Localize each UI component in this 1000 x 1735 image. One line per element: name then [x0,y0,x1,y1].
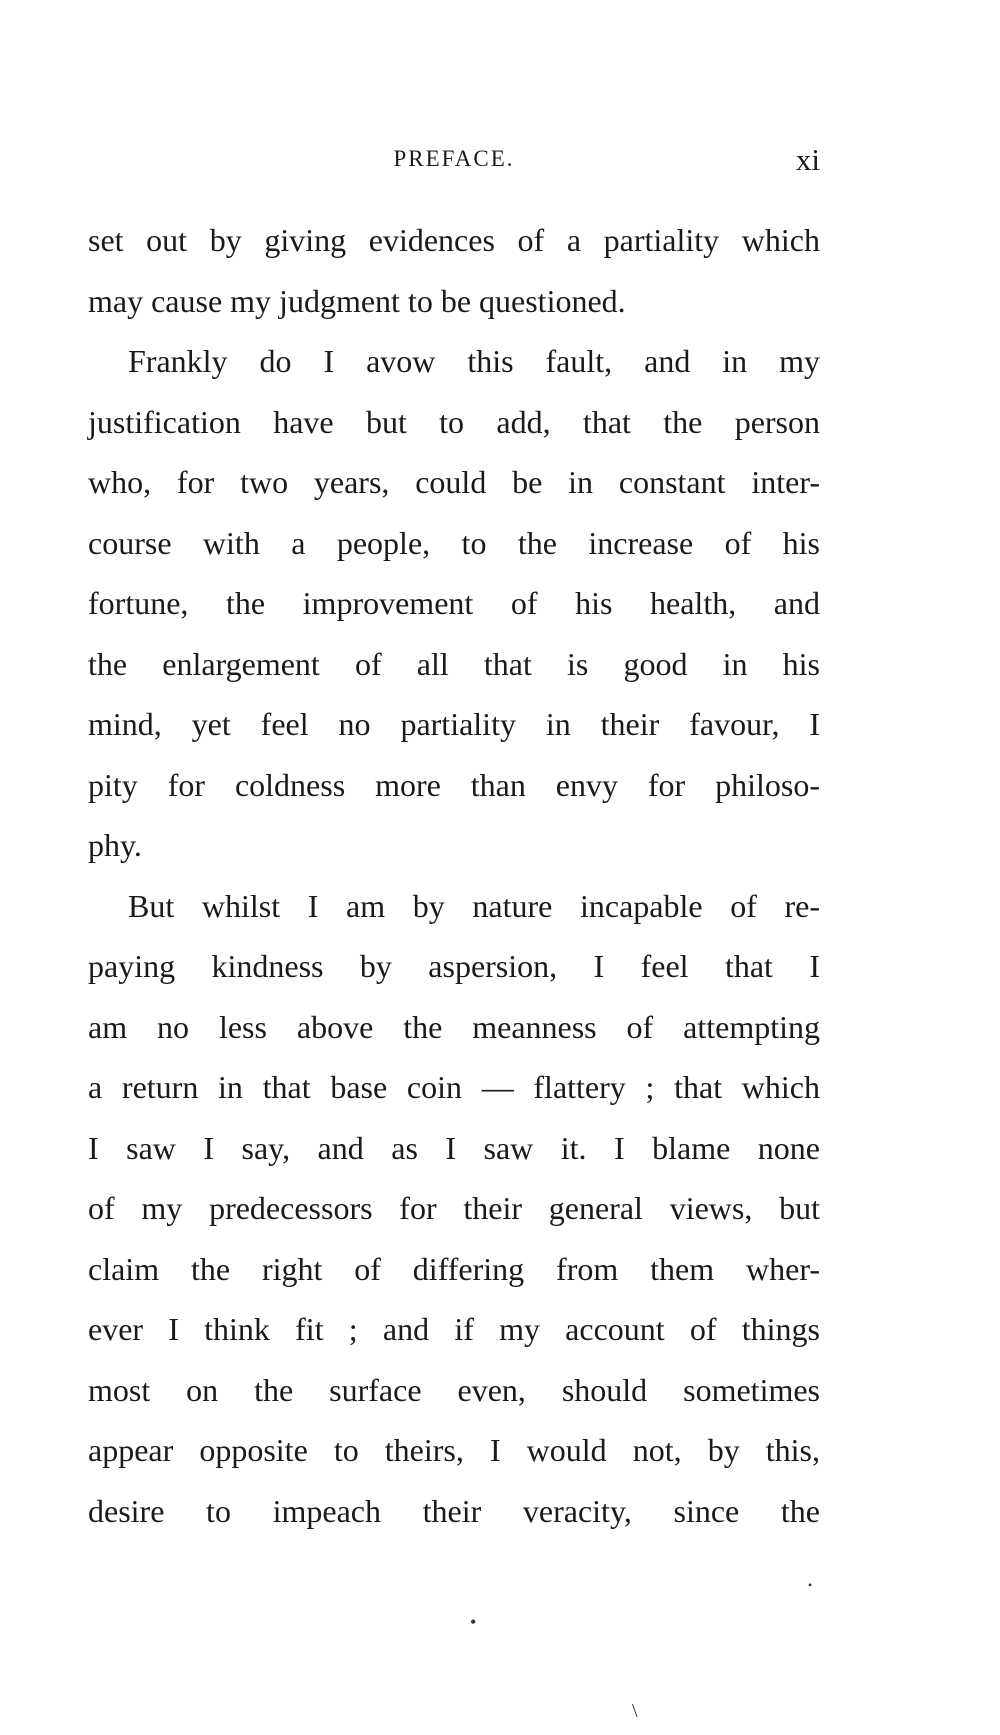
scan-speck: • [808,1578,813,1592]
text-line: course with a people, to the increase of his [88,524,820,561]
running-head [88,142,820,186]
text-line: I saw I say, and as I saw it. I blame none [88,1129,820,1166]
text-line: set out by giving evidences of a partiality which [88,222,820,258]
text-line: the enlargement of all that is good in his [88,645,820,682]
text-line: fortune, the improvement of his health, and [88,585,820,621]
running-title: PREFACE. [393,146,515,171]
body-text [88,210,820,1541]
text-line: Frankly do I avow this fault, and in my [128,343,820,379]
text-line: paying kindness by aspersion, I feel that I [88,948,820,984]
text-line: most on the surface even, should sometimes [88,1371,820,1408]
scan-speck: • [470,1612,477,1632]
text-line: may cause my judgment to be questioned. [88,282,626,319]
text-line: am no less above the meanness of attempting [88,1008,820,1045]
text-line: justification have but to add, that the person [88,403,820,440]
text-line: mind, yet feel no partiality in their favour, I [88,706,820,742]
text-line: a return in that base coin — flattery ; that which [88,1069,820,1105]
text-line: pity for coldness more than envy for philoso- [88,766,820,803]
text-line: But whilst I am by nature incapable of re- [128,887,820,924]
text-line: of my predecessors for their general views, but [88,1190,820,1226]
text-line: claim the right of differing from them wher- [88,1250,820,1287]
page-number: xi [795,142,820,177]
text-line: who, for two years, could be in constant inter- [88,464,820,500]
text-line: appear opposite to theirs, I would not, by this, [88,1432,820,1468]
text-line: desire to impeach their veracity, since the [88,1492,820,1529]
scan-speck: \ [632,1700,638,1722]
text-line: ever I think fit ; and if my account of things [88,1311,820,1347]
text-line: phy. [88,827,142,863]
